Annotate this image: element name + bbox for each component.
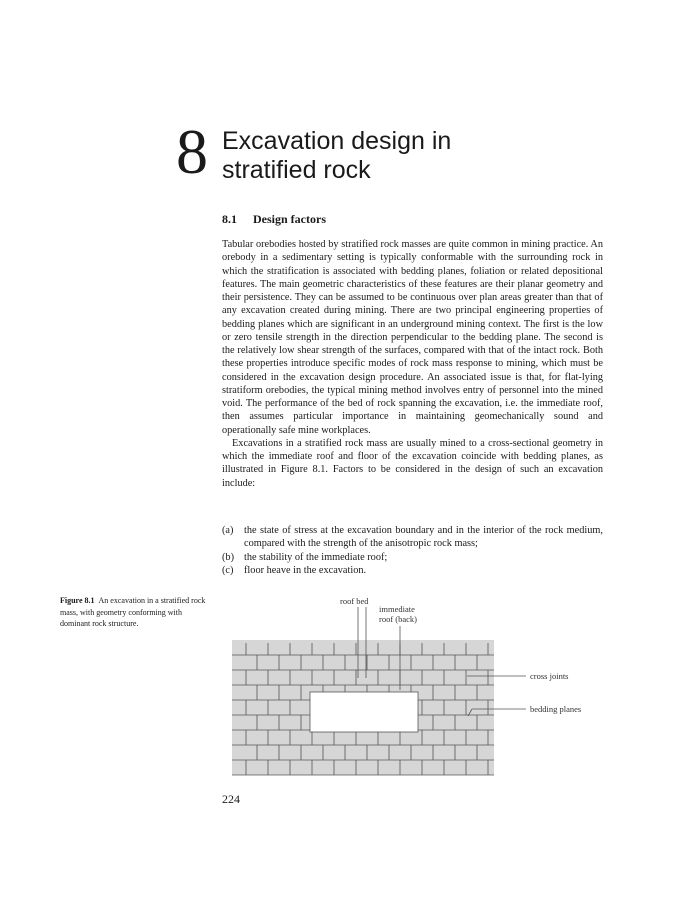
section-number: 8.1 — [222, 212, 237, 226]
label-roof-back: roof (back) — [379, 614, 417, 624]
chapter-number: 8 — [176, 116, 208, 187]
excavation-void — [310, 692, 418, 732]
list-item-label: (c) — [222, 564, 234, 576]
label-roof-bed: roof bed — [340, 596, 369, 606]
chapter-title-line1: Excavation design in — [222, 127, 452, 155]
list-item-label: (a) — [222, 525, 234, 536]
list-item-text: the stability of the immediate roof; — [244, 551, 388, 563]
list-item — [222, 524, 603, 551]
label-bedding-planes: bedding planes — [530, 704, 582, 714]
list-item-label: (b) — [222, 551, 235, 563]
label-immediate: immediate — [379, 604, 415, 614]
list-item-text: the state of stress at the excavation boundary and in the interior of the rock medium, compared with the strength of the anisotropic rock mass; — [244, 525, 603, 550]
paragraph-1: Tabular orebodies hosted by stratified rock masses are quite common in mining practice. An orebody in a sedimentary setting is typically conformable with the surrounding rock in which the stratification is associated with bedding planes, foliation or related depositional features. The main geometric characteristics of these features are their planar geometry and their persistence. They can be assumed to be continuous over plan areas greater than that of any excavation created during mining. There are two principal engineering properties of bedding planes which are significant in an underground mining context. The first is the low or zero tensile strength in the direction perpendicular to the bedding plane. The second is the relatively low shear strength of the surfaces, compared with that of the intact rock. Both these properties introduce specific modes of rock mass response to mining, which must be considered in the excavation design procedure. An associated issue is that, for flat-lying stratiform orebodies, the typical mining method involves entry of personnel into the mined void. The performance of the bed of rock spanning the excavation, i.e. the immediate roof, then assumes particular importance in maintaining geomechanically sound and operationally safe mine workplaces. — [222, 239, 603, 436]
section-title: Design factors — [253, 212, 326, 226]
label-cross-joints: cross joints — [530, 671, 569, 681]
figure-diagram — [222, 590, 602, 780]
chapter-title — [222, 127, 451, 185]
figure-8-1 — [222, 590, 602, 785]
list-item — [222, 551, 603, 564]
figure-caption — [60, 595, 212, 630]
list-item — [222, 564, 603, 577]
list-item-text: floor heave in the excavation. — [244, 564, 367, 576]
section-heading — [222, 212, 326, 227]
design-factors-list — [222, 524, 603, 577]
figure-caption-text: An excavation in a stratified rock mass, with geometry conforming with dominant rock structure. — [60, 596, 206, 628]
body-text — [222, 238, 603, 490]
page-number: 224 — [222, 792, 240, 806]
chapter-title-line2: stratified rock — [222, 156, 371, 184]
figure-caption-label: Figure 8.1 — [60, 596, 95, 605]
paragraph-2: Excavations in a stratified rock mass are usually mined to a cross-sectional geometry in which the immediate roof and floor of the excavation coincide with bedding planes, as illustrated in Figure 8.1. Factors to be considered in the design of such an excavation include: — [222, 437, 603, 489]
